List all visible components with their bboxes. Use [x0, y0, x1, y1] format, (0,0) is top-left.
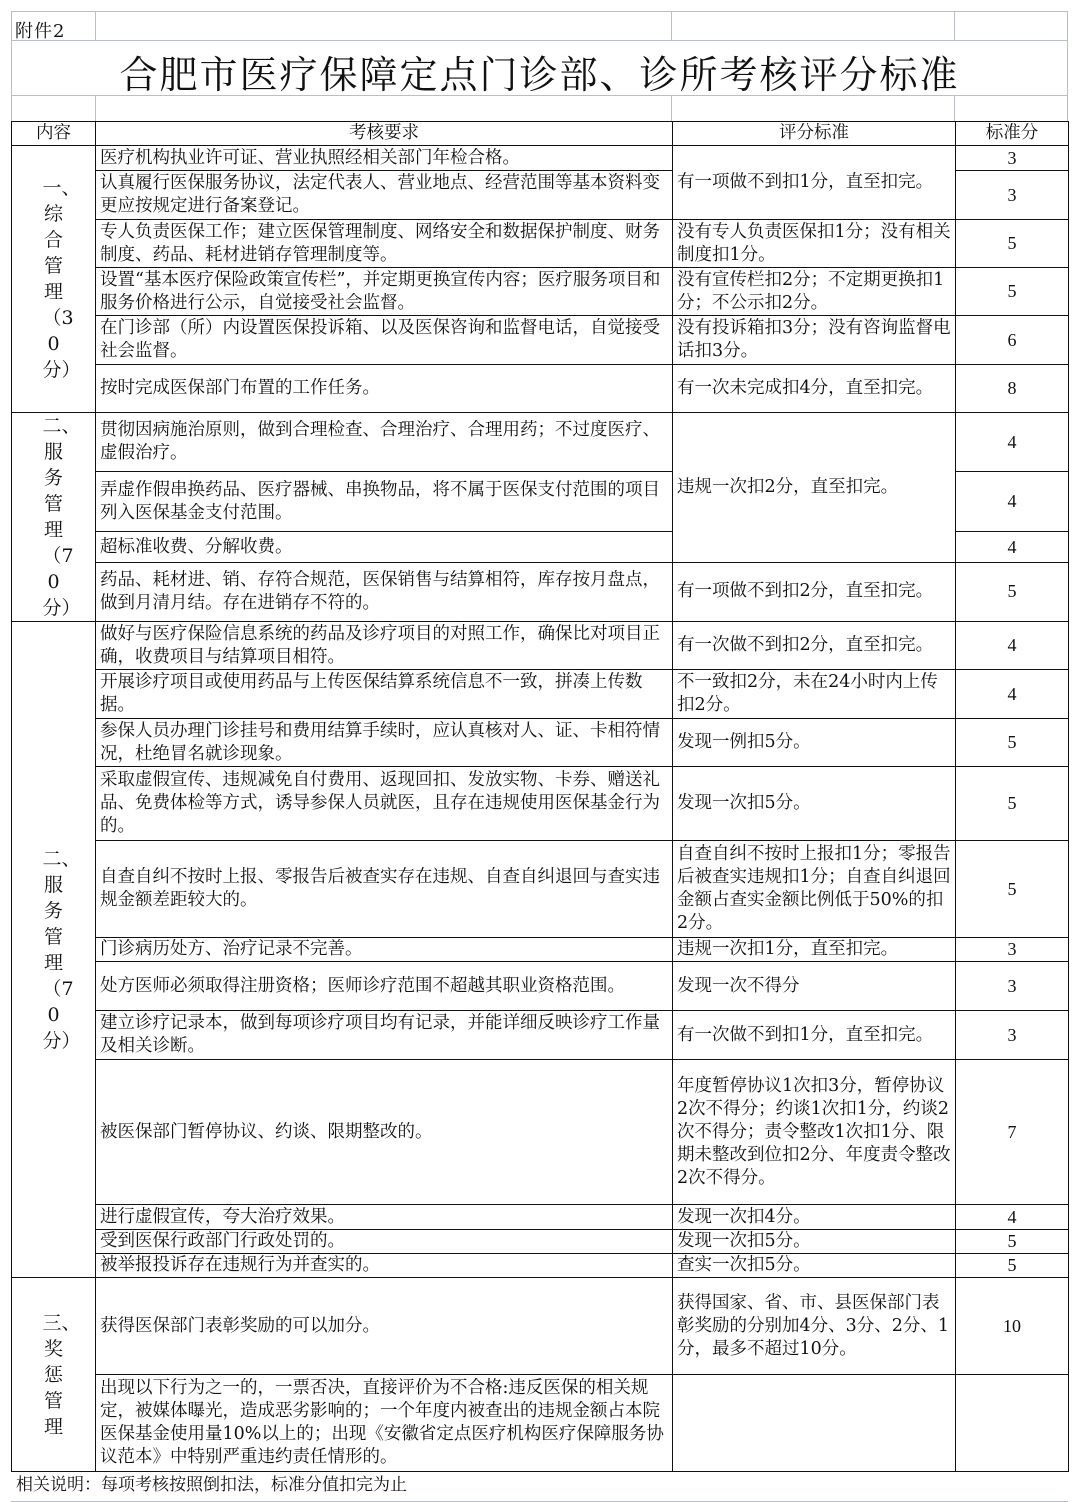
score-cell: 5: [956, 841, 1069, 938]
requirement-cell: 认真履行医保服务协议，法定代表人、营业地点、经营范围等基本资料变更应按规定进行备案登记。: [96, 171, 673, 220]
header-standard: 评分标准: [673, 122, 956, 146]
requirement-cell: 建立诊疗记录本，做到每项诊疗项目均有记录，并能详细反映诊疗工作量及相关诊断。: [96, 1011, 673, 1060]
category-cell: [12, 146, 96, 413]
requirement-cell: 获得医保部门表彰奖励的可以加分。: [96, 1278, 673, 1375]
attachment-label: 附件2: [15, 21, 66, 42]
table-header-row: [12, 122, 1069, 146]
requirement-cell: 被举报投诉存在违规行为并查实的。: [96, 1254, 673, 1278]
score-cell: 4: [956, 622, 1069, 670]
table-row: [12, 938, 1069, 962]
table-row: [12, 316, 1069, 365]
requirement-cell: 处方医师必须取得注册资格；医师诊疗范围不超越其职业资格范围。: [96, 962, 673, 1011]
header-score: 标准分: [956, 122, 1069, 146]
category-cell: [12, 622, 96, 1278]
table-row: [12, 413, 1069, 472]
requirement-cell: 医疗机构执业许可证、营业执照经相关部门年检合格。: [96, 146, 673, 171]
standard-cell: 没有宣传栏扣2分；不定期更换扣1分；不公示扣2分。: [673, 268, 956, 316]
score-cell: 3: [956, 171, 1069, 220]
standard-cell: 有一项做不到扣1分，直至扣完。: [673, 146, 956, 220]
sheet-header-area: [11, 11, 1068, 121]
score-cell: 8: [956, 365, 1069, 413]
table-row: [12, 767, 1069, 841]
requirement-cell: 弄虚作假串换药品、医疗器械、串换物品，将不属于医保支付范围的项目列入医保基金支付范围。: [96, 472, 673, 532]
standard-cell: 查实一次扣5分。: [673, 1254, 956, 1278]
standard-cell: 发现一例扣5分。: [673, 719, 956, 767]
requirement-cell: 门诊病历处方、治疗记录不完善。: [96, 938, 673, 962]
requirement-cell: 参保人员办理门诊挂号和费用结算手续时，应认真核对人、证、卡相符情况，杜绝冒名就诊现象。: [96, 719, 673, 767]
requirement-cell: 超标准收费、分解收费。: [96, 532, 673, 563]
score-cell: 7: [956, 1060, 1069, 1205]
table-row: [12, 1375, 1069, 1472]
table-row: [12, 268, 1069, 316]
table-row: [12, 146, 1069, 171]
standard-cell: 发现一次扣5分。: [673, 1230, 956, 1254]
standard-cell: 获得国家、省、市、县医保部门表彰奖励的分别加4分、3分、2分、1分，最多不超过10分。: [673, 1278, 956, 1375]
score-cell: 3: [956, 1011, 1069, 1060]
standard-cell: 违规一次扣2分，直至扣完。: [673, 413, 956, 563]
category-label: 三、奖惩管理: [42, 1311, 81, 1438]
criteria-table: [11, 121, 1069, 1472]
requirement-cell: 被医保部门暂停协议、约谈、限期整改的。: [96, 1060, 673, 1205]
requirement-cell: 开展诊疗项目或使用药品与上传医保结算系统信息不一致，拼凑上传数据。: [96, 670, 673, 719]
table-row: [12, 841, 1069, 938]
score-cell: [956, 1375, 1069, 1472]
table-row: [12, 1230, 1069, 1254]
footnote-text: 相关说明：每项考核按照倒扣法，标准分值扣完为止: [16, 1475, 407, 1495]
standard-cell: 违规一次扣1分，直至扣完。: [673, 938, 956, 962]
table-row: [12, 1254, 1069, 1278]
requirement-cell: 受到医保行政部门行政处罚的。: [96, 1230, 673, 1254]
requirement-cell: 药品、耗材进、销、存符合规范，医保销售与结算相符，库存按月盘点，做到月清月结。存在进销存不符的。: [96, 562, 673, 621]
requirement-cell: 专人负责医保工作；建立医保管理制度、网络安全和数据保护制度、财务制度、药品、耗材进销存管理制度等。: [96, 220, 673, 268]
standard-cell: 发现一次扣4分。: [673, 1205, 956, 1230]
score-cell: 4: [956, 1205, 1069, 1230]
category-cell: [12, 413, 96, 622]
standard-cell: 没有投诉箱扣3分；没有咨询监督电话扣3分。: [673, 316, 956, 365]
requirement-cell: 采取虚假宣传、违规减免自付费用、返现回扣、发放实物、卡券、赠送礼品、免费体检等方式，诱导参保人员就医，且存在违规使用医保基金行为的。: [96, 767, 673, 841]
score-cell: 5: [956, 1254, 1069, 1278]
category-label: 一、综合管理（30分）: [42, 177, 81, 381]
score-cell: 5: [956, 719, 1069, 767]
score-cell: 3: [956, 962, 1069, 1011]
category-label: 二、服务管理（70分）: [42, 847, 81, 1052]
header-requirement: 考核要求: [96, 122, 673, 146]
standard-cell: 有一次做不到扣1分，直至扣完。: [673, 1011, 956, 1060]
score-cell: 3: [956, 938, 1069, 962]
table-row: [12, 962, 1069, 1011]
score-cell: 4: [956, 532, 1069, 563]
standard-cell: 有一项做不到扣2分，直至扣完。: [673, 562, 956, 621]
score-cell: 5: [956, 767, 1069, 841]
table-row: [12, 670, 1069, 719]
requirement-cell: 按时完成医保部门布置的工作任务。: [96, 365, 673, 413]
category-label: 二、服务管理（70分）: [42, 415, 81, 619]
category-cell: [12, 1278, 96, 1472]
table-row: [12, 220, 1069, 268]
standard-cell: 没有专人负责医保扣1分；没有相关制度扣1分。: [673, 220, 956, 268]
standard-cell: 有一次未完成扣4分，直至扣完。: [673, 365, 956, 413]
score-cell: 6: [956, 316, 1069, 365]
requirement-cell: 贯彻因病施治原则，做到合理检查、合理治疗、合理用药；不过度医疗、虚假治疗。: [96, 413, 673, 472]
standard-cell: 自查自纠不按时上报扣1分；零报告后被查实违规扣1分；自查自纠退回金额占查实金额比例低于50%的扣2分。: [673, 841, 956, 938]
standard-cell: 年度暂停协议1次扣3分，暂停协议2次不得分；约谈1次扣1分，约谈2次不得分；责令整改1次扣1分、限期未整改到位扣2分、年度责令整改2次不得分。: [673, 1060, 956, 1205]
standard-cell: 发现一次不得分: [673, 962, 956, 1011]
table-row: [12, 1011, 1069, 1060]
footnote: [11, 1472, 1068, 1498]
requirement-cell: 设置“基本医疗保险政策宣传栏”，并定期更换宣传内容；医疗服务项目和服务价格进行公示，自觉接受社会监督。: [96, 268, 673, 316]
header-category: 内容: [12, 122, 96, 146]
score-cell: 5: [956, 1230, 1069, 1254]
standard-cell: 有一次做不到扣2分，直至扣完。: [673, 622, 956, 670]
requirement-cell: 自查自纠不按时上报、零报告后被查实存在违规、自查自纠退回与查实违规金额差距较大的。: [96, 841, 673, 938]
table-row: [12, 1060, 1069, 1205]
requirement-cell: 在门诊部（所）内设置医保投诉箱、以及医保咨询和监督电话，自觉接受社会监督。: [96, 316, 673, 365]
score-cell: 4: [956, 472, 1069, 532]
table-row: [12, 719, 1069, 767]
table-row: [12, 622, 1069, 670]
score-cell: 4: [956, 413, 1069, 472]
page-title: 合肥市医疗保障定点门诊部、诊所考核评分标准: [119, 53, 960, 97]
standard-cell: 不一致扣2分，未在24小时内上传扣2分。: [673, 670, 956, 719]
requirement-cell: 做好与医疗保险信息系统的药品及诊疗项目的对照工作，确保比对项目正确，收费项目与结算项目相符。: [96, 622, 673, 670]
score-cell: 5: [956, 220, 1069, 268]
score-cell: 4: [956, 670, 1069, 719]
standard-cell: [673, 1375, 956, 1472]
table-row: [12, 562, 1069, 621]
score-cell: 5: [956, 268, 1069, 316]
requirement-cell: 进行虚假宣传，夸大治疗效果。: [96, 1205, 673, 1230]
requirement-cell: 出现以下行为之一的，一票否决，直接评价为不合格:违反医保的相关规定，被媒体曝光，造成恶劣影响的；一个年度内被查出的违规金额占本院医保基金使用量10%以上的；出现《安徽省定点医疗机构医疗保障服务协议范本》中特别严重违约责任情形的。: [96, 1375, 673, 1472]
score-cell: 3: [956, 146, 1069, 171]
score-cell: 10: [956, 1278, 1069, 1375]
standard-cell: 发现一次扣5分。: [673, 767, 956, 841]
table-row: [12, 1205, 1069, 1230]
score-sheet: [11, 11, 1068, 1498]
table-row: [12, 365, 1069, 413]
table-row: [12, 1278, 1069, 1375]
score-cell: 5: [956, 562, 1069, 621]
